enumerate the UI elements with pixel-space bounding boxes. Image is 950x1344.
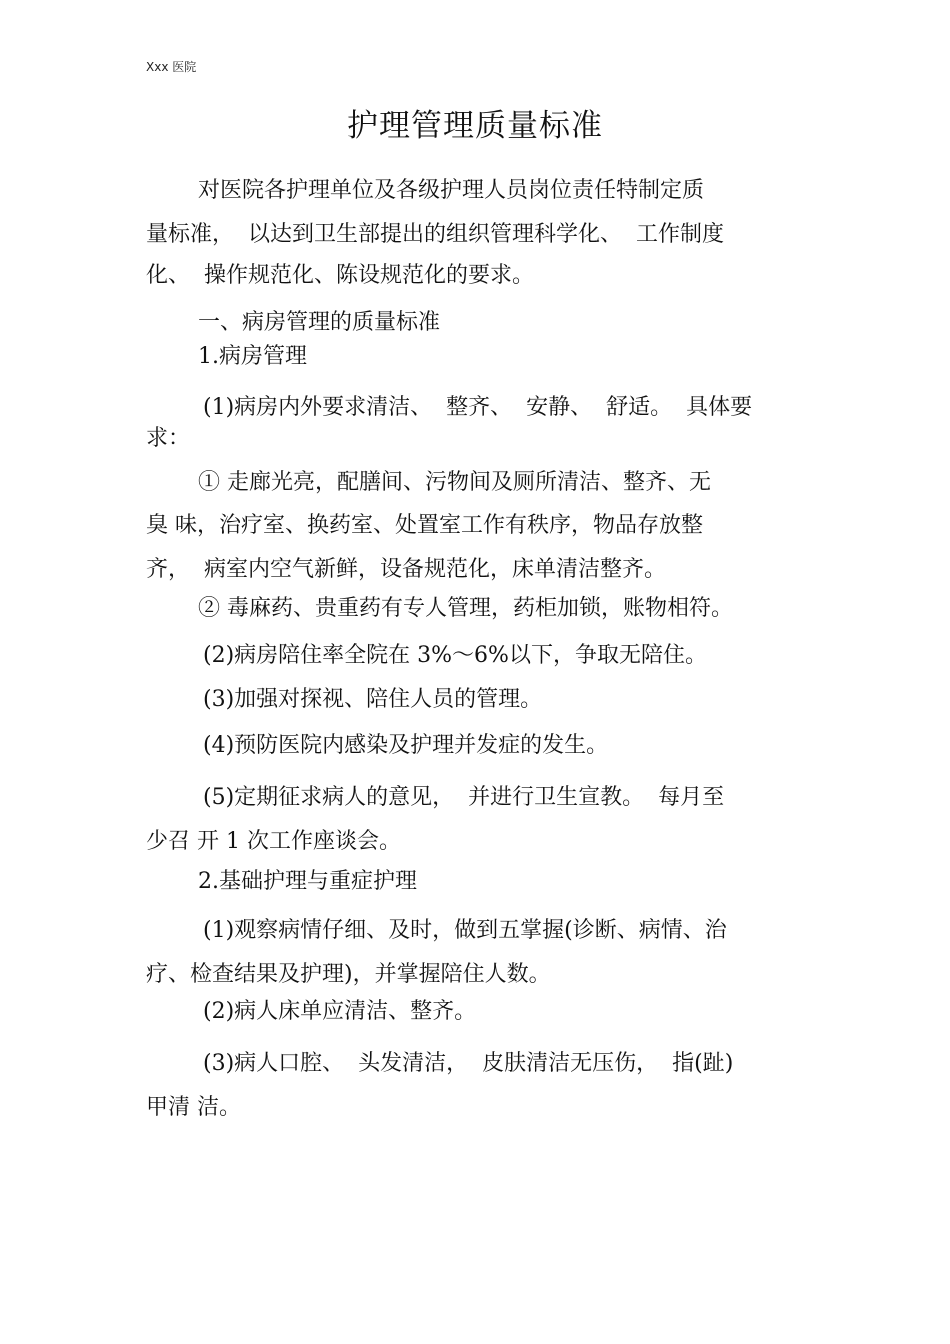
body-line-19: 疗、检查结果及护理)，并掌握陪住人数。 (146, 962, 551, 987)
subsection-heading-basic-care: 2.基础护理与重症护理 (198, 869, 417, 894)
body-line-20: (2)病人床单应清洁、整齐。 (203, 999, 477, 1024)
body-line-3: 化、 操作规范化、陈设规范化的要求。 (146, 263, 534, 288)
body-line-8: ① 走廊光亮，配膳间、污物间及厕所清洁、整齐、无 (198, 470, 711, 495)
subsection-heading-ward-management: 1.病房管理 (198, 344, 307, 369)
document-title: 护理管理质量标准 (347, 108, 603, 144)
body-line-1: 对医院各护理单位及各级护理人员岗位责任特制定质 (198, 178, 705, 203)
body-line-18: (1)观察病情仔细、及时，做到五掌握(诊断、病情、治 (203, 918, 727, 943)
body-line-16: 少召 开 1 次工作座谈会。 (146, 829, 401, 854)
body-line-7: 求： (146, 426, 191, 451)
section-heading-ward-quality: 一、病房管理的质量标准 (198, 310, 441, 335)
body-line-12: (2)病房陪住率全院在 3%～6%以下，争取无陪住。 (203, 643, 707, 668)
body-line-9: 臭 味，治疗室、换药室、处置室工作有秩序，物品存放整 (146, 513, 703, 538)
body-line-15: (5)定期征求病人的意见， 并进行卫生宣教。 每月至 (203, 785, 725, 810)
page-header-hospital: Xxx 医院 (146, 60, 197, 74)
body-line-13: (3)加强对探视、陪住人员的管理。 (203, 687, 543, 712)
body-line-2: 量标准， 以达到卫生部提出的组织管理科学化、 工作制度 (146, 222, 724, 247)
body-line-10: 齐， 病室内空气新鲜，设备规范化，床单清洁整齐。 (146, 557, 666, 582)
body-line-6: (1)病房内外要求清洁、 整齐、 安静、 舒适。 具体要 (203, 395, 753, 420)
body-line-11: ② 毒麻药、贵重药有专人管理，药柜加锁，账物相符。 (198, 596, 733, 621)
body-line-21: (3)病人口腔、 头发清洁， 皮肤清洁无压伤， 指(趾) (203, 1051, 734, 1076)
body-line-22: 甲清 洁。 (146, 1095, 241, 1120)
body-line-14: (4)预防医院内感染及护理并发症的发生。 (203, 733, 609, 758)
